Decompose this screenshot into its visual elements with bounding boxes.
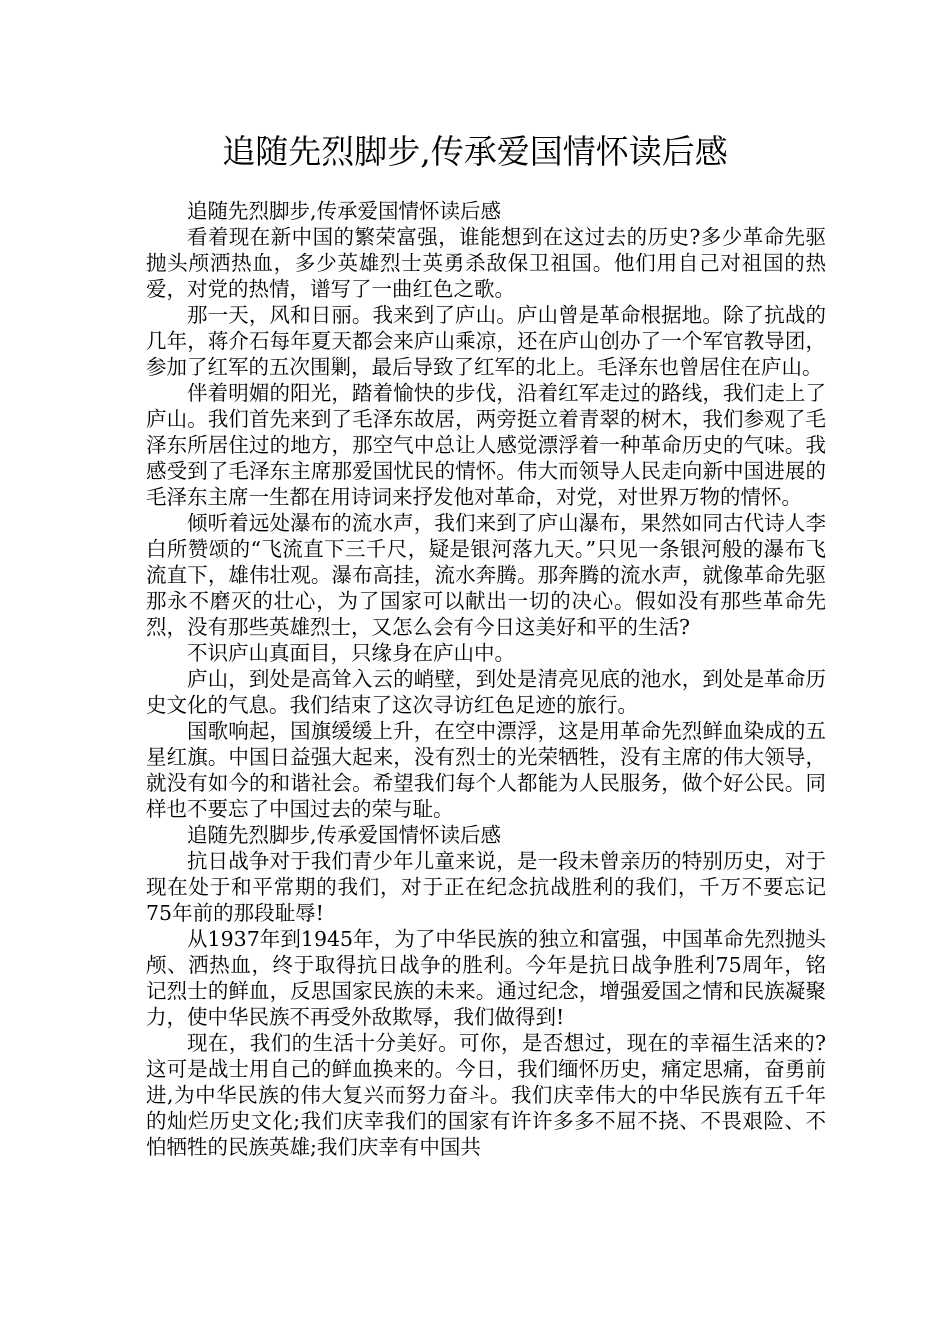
document-body	[146, 198, 826, 1160]
paragraph: 不识庐山真面目，只缘身在庐山中。	[187, 641, 515, 665]
paragraph-subtitle: 追随先烈脚步,传承爱国情怀读后感	[187, 823, 502, 847]
paragraph-subtitle: 追随先烈脚步,传承爱国情怀读后感	[187, 199, 502, 223]
paragraph: 从1937年到1945年，为了中华民族的独立和富强，中国革命先烈抛头颅、洒热血，终于取得抗日战争的胜利。今年是抗日战争胜利75周年，铭记烈士的鲜血，反思国家民族的未来。通过纪念，增强爱国之情和民族凝聚力，使中华民族不再受外敌欺辱，我们做得到!	[146, 927, 826, 1029]
paragraph: 伴着明媚的阳光，踏着愉快的步伐，沿着红军走过的路线，我们走上了庐山。我们首先来到了毛泽东故居，两旁挺立着青翠的树木，我们参观了毛泽东所居住过的地方，那空气中总让人感觉漂浮着一种革命历史的气味。我感受到了毛泽东主席那爱国忧民的情怀。伟大而领导人民走向新中国进展的毛泽东主席一生都在用诗词来抒发他对革命，对党，对世界万物的情怀。	[146, 381, 826, 509]
paragraph: 国歌响起，国旗缓缓上升，在空中漂浮，这是用革命先烈鲜血染成的五星红旗。中国日益强大起来，没有烈士的光荣牺牲，没有主席的伟大领导，就没有如今的和谐社会。希望我们每个人都能为人民服务，做个好公民。同样也不要忘了中国过去的荣与耻。	[146, 719, 826, 821]
paragraph: 现在，我们的生活十分美好。可你，是否想过，现在的幸福生活来的?这可是战士用自己的鲜血换来的。今日，我们缅怀历史，痛定思痛，奋勇前进,为中华民族的伟大复兴而努力奋斗。我们庆幸伟大的中华民族有五千年的灿烂历史文化;我们庆幸我们的国家有许许多多不屈不挠、不畏艰险、不怕牺牲的民族英雄;我们庆幸有中国共	[146, 1031, 826, 1159]
paragraph: 庐山，到处是高耸入云的峭壁，到处是清亮见底的池水，到处是革命历史文化的气息。我们结束了这次寻访红色足迹的旅行。	[146, 667, 826, 717]
page-title: 追随先烈脚步,传承爱国情怀读后感	[222, 132, 728, 171]
paragraph: 看着现在新中国的繁荣富强，谁能想到在这过去的历史?多少革命先驱抛头颅洒热血，多少英雄烈士英勇杀敌保卫祖国。他们用自己对祖国的热爱，对党的热情，谱写了一曲红色之歌。	[146, 225, 826, 301]
paragraph: 倾听着远处瀑布的流水声，我们来到了庐山瀑布，果然如同古代诗人李白所赞颂的“飞流直下三千尺，疑是银河落九天。”只见一条银河般的瀑布飞流直下，雄伟壮观。瀑布高挂，流水奔腾。那奔腾的流水声，就像革命先驱那永不磨灭的壮心，为了国家可以献出一切的决心。假如没有那些革命先烈，没有那些英雄烈士，又怎么会有今日这美好和平的生活?	[146, 511, 826, 639]
paragraph: 抗日战争对于我们青少年儿童来说，是一段未曾亲历的特别历史，对于现在处于和平常期的我们，对于正在纪念抗战胜利的我们，千万不要忘记75年前的那段耻辱!	[146, 849, 826, 925]
paragraph: 那一天，风和日丽。我来到了庐山。庐山曾是革命根据地。除了抗战的几年，蒋介石每年夏天都会来庐山乘凉，还在庐山创办了一个军官教导团，参加了红军的五次围剿，最后导致了红军的北上。毛泽东也曾居住在庐山。	[146, 303, 826, 379]
